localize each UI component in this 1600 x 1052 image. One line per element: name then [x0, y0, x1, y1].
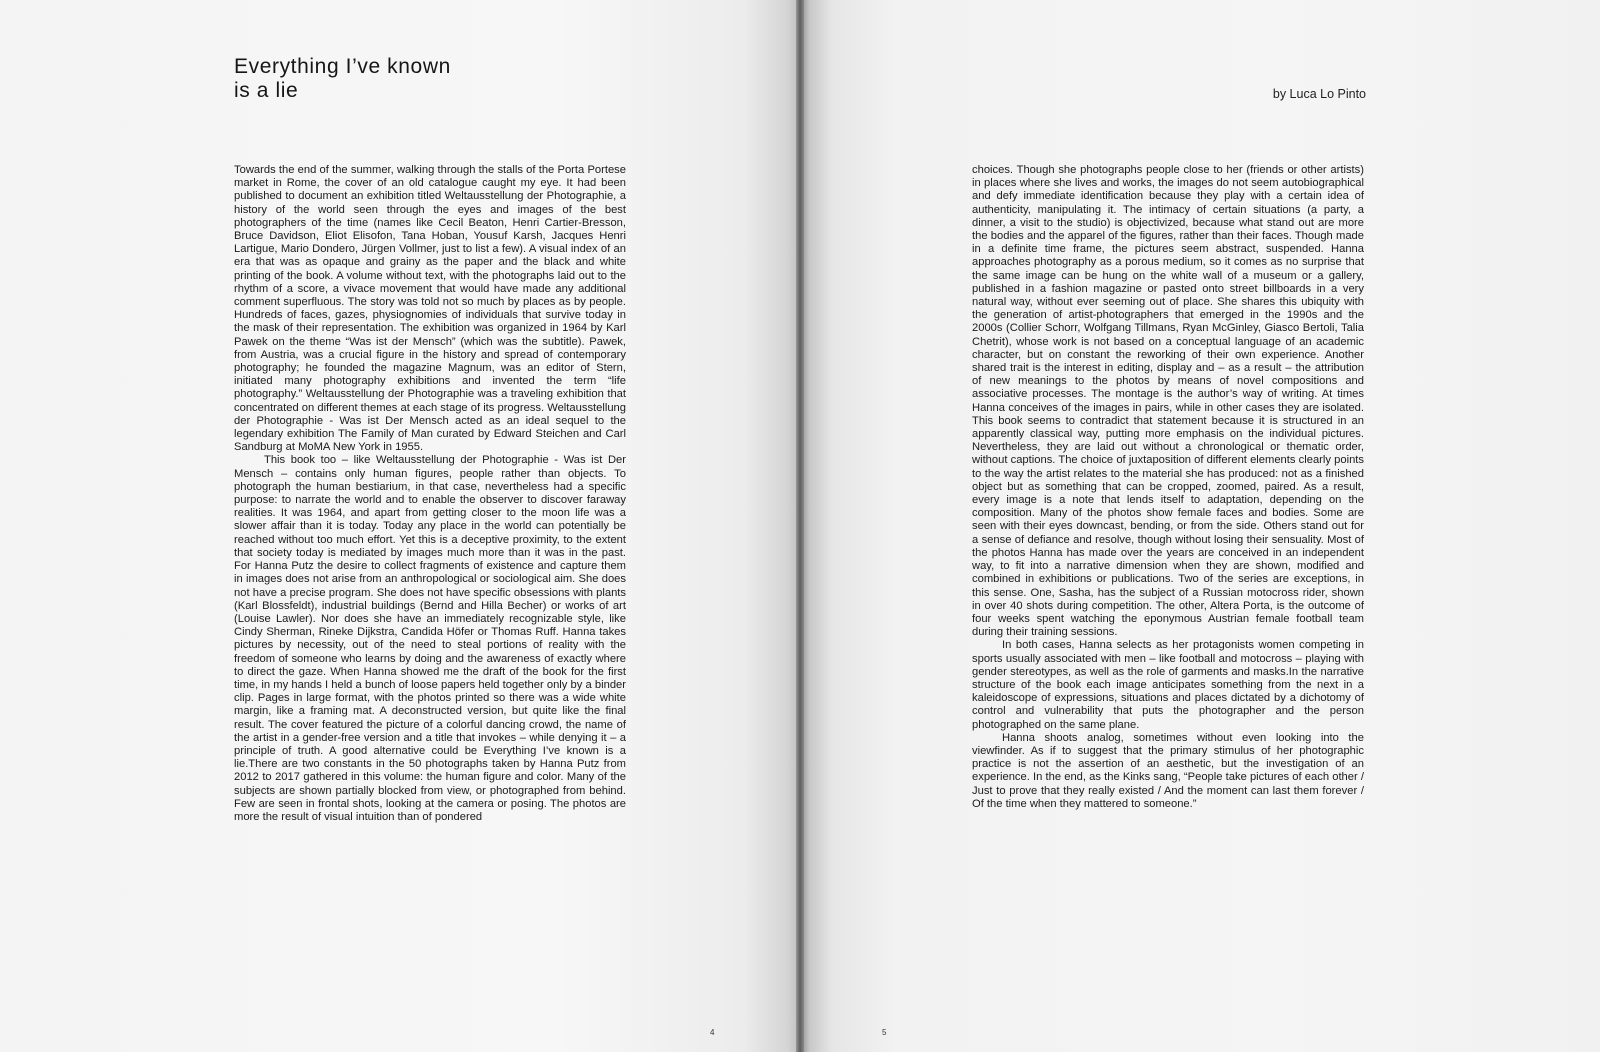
right-paragraph-3: Hanna shoots analog, sometimes without even looking into the viewfinder. As if to suggest that the primary stimulus of her photographic practice is not the assertion of an aesthetic, but the investigation of an experience. In the end, as the Kinks sang, “People take pictures of each other / Just to prove that they really existed / And the moment can last them forever / Of the time when they mattered to someone.”: [972, 731, 1364, 810]
left-paragraph-1: Towards the end of the summer, walking through the stalls of the Porta Portese market in Rome, the cover of an old catalogue caught my eye. It had been published to document an exhibition titled Weltausstellung der Photographie, a history of the world seen through the eyes and images of the best photographers of the time (names like Cecil Beaton, Henri Cartier-Bresson, Bruce Davidson, Eliot Elisofon, Tana Hoban, Yousuf Karsh, Jacques Henri Lartigue, Mario Dondero, Jürgen Vollmer, just to list a few). A visual index of an era that was as opaque and grainy as the paper and the black and white printing of the book. A volume without text, with the photographs laid out to the rhythm of a score, a vivace movement that would have made any additional comment superfluous. The story was told not so much by places as by people. Hundreds of faces, gazes, physiognomies of individuals that survive today in the mask of their representation. The exhibition was organized in 1964 by Karl Pawek on the theme “Was ist der Mensch” (which was the subtitle). Pawek, from Austria, was a crucial figure in the history and spread of contemporary photography; he founded the magazine Magnum, was an editor of Stern, initiated many photography exhibitions and invented the term “life photography.” Weltausstellung der Photographie was a traveling exhibition that concentrated on different themes at each stage of its progress. Weltausstellung der Photographie - Was ist Der Mensch acted as an ideal sequel to the legendary exhibition The Family of Man curated by Edward Steichen and Carl Sandburg at MoMA New York in 1955.: [234, 164, 626, 454]
right-paragraph-1: choices. Though she photographs people close to her (friends or other artists) in places where she lives and works, the images do not seem autobiographical and defy immediate identification because they play with a certain idea of authenticity, manipulating it. The intimacy of certain situations (a party, a dinner, a visit to the studio) is objectivized, because what stand out are more the bodies and the apparel of the figures, rather than their faces. Though made in a definite time frame, the pictures seem abstract, suspended. Hanna approaches photography as a porous medium, so it comes as no surprise that the same image can be hung on the white wall of a museum or a gallery, published in a fashion magazine or pasted onto street billboards in a very natural way, without ever seeming out of place. She shares this ubiquity with the generation of artist-photographers that emerged in the 1990s and the 2000s (Collier Schorr, Wolfgang Tillmans, Ryan McGinley, Giasco Bertoli, Talia Chetrit), whose work is not based on a conceptual language of an academic character, but on constant the reworking of their own experience. Another shared trait is the interest in editing, display and – as a result – the attribution of new meanings to the photos by means of novel compositions and associative processes. The montage is the author’s way of writing. At times Hanna conceives of the images in pairs, while in other cases they are isolated. This book seems to contradict that statement because it is structured in an apparently classical way, putting more emphasis on the individual pictures. Nevertheless, they are laid out without a chronological or thematic order, without captions. The choice of juxtaposition of different elements clearly points to the way the artist relates to the material she has produced: not as a finished object but as something that can be cropped, zoomed, paired. As a result, every image is a note that lends itself to adaptation, depending on the composition. Many of the photos show female faces and bodies. Some are seen with their eyes downcast, bending, or from the side. Others stand out for a sense of defiance and resolve, though without losing their sensuality. Most of the photos Hanna has made over the years are conceived in an independent way, to fit into a narrative dimension when they are shown, modified and combined in exhibitions or publications. Two of the series are exceptions, in this sense. One, Sasha, has the subject of a Russian motocross rider, shown in over 40 shots during competition. The other, Altera Porta, is the outcome of four weeks spent watching the eponymous Austrian female football team during their training sessions.: [972, 164, 1364, 639]
left-paragraph-2: This book too – like Weltausstellung der Photographie - Was ist Der Mensch – contains only human figures, people rather than objects. To photograph the human bestiarium, in that case, nevertheless had a specific purpose: to narrate the world and to enable the observer to discover faraway realities. It was 1964, and apart from getting closer to the moon life was a slower affair than it is today. Today any place in the world can potentially be reached without too much effort. Yet this is a deceptive proximity, to the extent that society today is mediated by images much more than it was in the past. For Hanna Putz the desire to collect fragments of existence and capture them in images does not arise from an anthropological or sociological aim. She does not have a precise program. She does not have specific obsessions with plants (Karl Blossfeldt), industrial buildings (Bernd and Hilla Becher) or works of art (Louise Lawler). Nor does she have an immediately recognizable style, like Cindy Sherman, Rineke Dijkstra, Candida Höfer or Thomas Ruff. Hanna takes pictures by necessity, out of the need to steal portions of reality with the freedom of someone who learns by doing and the awareness of exactly where to direct the gaze. When Hanna showed me the draft of the book for the first time, in my hands I held a bunch of loose papers held together only by a binder clip. Pages in large format, with the photos printed so there was a wide white margin, like a framing mat. A deconstructed version, but quite like the final result. The cover featured the picture of a colorful dancing crowd, the name of the artist in a gender-free version and a title that invokes – while denying it – a principle of truth. A good alternative could be Everything I’ve known is a lie.There are two constants in the 50 photographs taken by Hanna Putz from 2012 to 2017 gathered in this volume: the human figure and color. Many of the subjects are shown partially blocked from view, or photographed from behind. Few are seen in frontal shots, looking at the camera or posing. The photos are more the result of visual intuition than of pondered: [234, 454, 626, 823]
title-line-1: Everything I’ve known: [234, 55, 451, 78]
page-number-left: 4: [710, 1028, 715, 1037]
left-text-column: [234, 164, 626, 824]
author-byline: by Luca Lo Pinto: [1272, 87, 1366, 101]
title-line-2: is a lie: [234, 79, 299, 102]
right-paragraph-2: In both cases, Hanna selects as her protagonists women competing in sports usually associated with men – like football and motocross – playing with gender stereotypes, as well as the role of garments and masks.In the narrative structure of the book each image anticipates something from the next in a kaleidoscope of expressions, situations and places dictated by a dichotomy of control and vulnerability that puts the photographer and the person photographed on the same plane.: [972, 639, 1364, 731]
right-text-column: [972, 164, 1364, 811]
article-title: [234, 55, 451, 103]
page-number-right: 5: [882, 1028, 887, 1037]
right-page: [800, 0, 1600, 1052]
book-gutter: [796, 0, 804, 1052]
